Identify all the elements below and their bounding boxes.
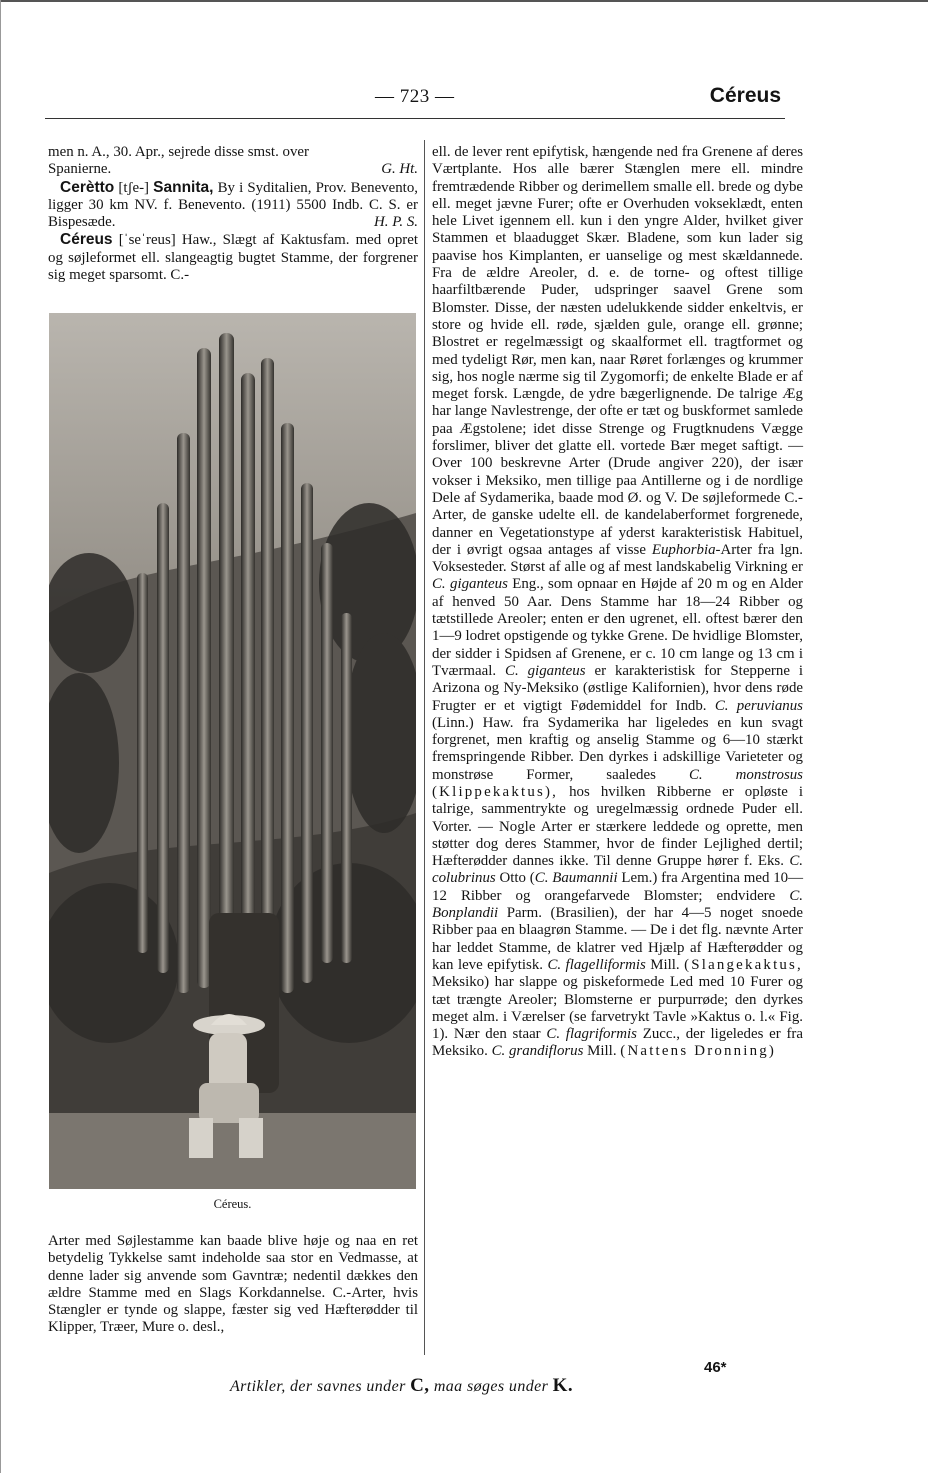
entry-cereus [48,231,418,284]
taxon-name: C. peruvianus [714,697,803,714]
footer-note [230,1375,573,1397]
entry-ceretto [48,179,418,232]
page-header [45,84,785,114]
column-rule [424,140,425,1355]
entry-text-cereus: Haw., Slægt af Kaktusfam. med opret og søjleformet ell. slangeagtig bugtet Stamme, der forgrener sig meget sparsomt. C.- [48,232,418,284]
text-run: ell. de lever rent epifytisk, hængende ned fra Grenene af deres Værtplante. Hos alle bærer Stænglen mere ell. mindre fremtrædende Ribber og derimellem smalle ell. brede og dybe ell. meget jævne Furer; ofte er Overhuden vokseklædt, enten hele Livet igennem ell. kun i den yngre Alder, hvilket giver Stammen et blaadugget Skær. Bladene, som kun lader sig paavise hos Kimplanten, er uanselige og mest skældannede. Fra de ældre Areoler, d. e. de torne- og oftest tillige haarfiltbærende Puder, udspringer saavel Grene som Blomster. Disse, der næsten udelukkende sidder enkeltvis, er store og hvide ell. røde, sjælden gule, orange ell. grønne; Blostret er regelmæssigt og skaalformet ell. tragtformet og med tydeligt Rør, men kan, naar Røret forlænges og krummer sig, hos nogle nærme sig til Zygomorfi; de enkelte Blade er af meget forsk. Længde, de ydre bægerlignende. De talrige Æg har lange Navlestrenge, der ofte er tæt og buskformet samlede paa Ægstolene; idet disse Strenge og Frugtknudens Vægge forslimer, bliver det glatte ell. vortede Bær meget saftigt. — Over 100 beskrevne Arter (Drude angiver 220), der især vokser i Meksiko, men tillige paa Antillerne og i de nordlige Dele af Sydamerika, baade mod Ø. og V. De søjleformede C.-Arter, de ganske udelte ell. de kandelaberformet forgrenede, danner en Vegetationstype af yderst karakteristisk Habituel, der i øvrigt ogsaa antages af visse [432,144,803,558]
text-run: (Linn.) Haw. fra Sydamerika har ligeledes en kun svagt forgrenet, men kraftig og anselig Stamme og 6—10 stærkt fremspringende Ribber. Den dyrkes i adskillige Varieteter og monstrøse Former, saaledes [432,714,803,783]
left-column-bottom [48,1233,418,1337]
taxon-name: C. giganteus [432,576,508,593]
sheet-signature: 46* [704,1359,727,1376]
taxon-name: C. giganteus [505,662,586,679]
taxon-name: Euphorbia [651,541,716,558]
cereus-photograph [49,313,416,1189]
text-run: hos hvilken Ribberne er opløste i talrige, sammentrykte og uregelmæssig ordnede Puder ell. Vorter. — Nogle Arter er stærkere leddede og oprette, men støtter dog deres Stammer, hvor de finder Lejlighed dertil; Hæfterødder dannes ikke. Til denne Gruppe hører f. Eks. [432,783,804,870]
taxon-name: C. flagriformis [546,1026,637,1043]
taxon-name: C. monstrosus [688,766,803,783]
page-number: — 723 — [375,86,455,107]
prev-entry-line1: men n. A., 30. Apr., sejrede disse smst. over [48,144,309,160]
page-top-edge [0,0,928,2]
left-column-top [48,144,418,284]
cereus-continued-right [432,144,803,1061]
footer-letter-c: C, [410,1375,430,1396]
header-rule [45,118,785,119]
pronunciation-ceretto: [tʃe-] [118,179,149,196]
taxon-name: C. flagelliformis [547,956,646,973]
text-run: Zucc., der ligeledes er fra Meksiko. [432,1026,803,1060]
footer-text-2: maa søges under [433,1378,549,1395]
common-name: (Slangekaktus, [684,956,803,973]
headword-sannita: Sannita, [153,178,214,196]
common-name: (Klippekaktus), [432,783,559,800]
footer-letter-k: K. [552,1375,573,1396]
text-run: Otto ( [499,870,535,887]
text-run: -Arter fra lgn. Voksesteder. Størst af alle og af mest landskabelig Virkning er [432,541,803,576]
headword-ceretto: Cerètto [60,178,115,196]
taxon-name: C. Baumannii [534,870,618,887]
footer-text-1: Artikler, der savnes under [230,1378,406,1395]
entry-text-ceretto: By i Syditalien, Prov. Benevento, ligger 30 km NV. f. Benevento. (1911) 5500 Indb. C. S. er Bispesæde. [48,179,418,231]
pronunciation-cereus: [ˈseˈreus] [118,232,176,249]
taxon-name: C. grandiflorus [491,1043,584,1060]
headword-cereus: Céreus [60,231,113,249]
right-column [432,144,803,1061]
text-run: Parm. (Brasilien), der har 4—5 noget snoede Ribber paa en blaagrøn Stamme. — De i det flg. nævnte Arter har leddet Stamme, de klatrer ved Hjælp af Hæfterødder og kan leve epifytisk. [432,905,803,973]
text-run: Mill. [650,956,680,973]
prev-entry-end [48,144,418,179]
text-run: Eng., som opnaar en Højde af 20 m og en Alder af henved 50 Aar. Dens Stamme har 18—24 Ribber og tætstillede Areoler; enten er den ugrenet, ell. oftest bærer den 1—9 lodret opstigende og tykke Grene. De hvidlige Blomster, der sidder i Spidsen af Grenene, er c. 10 cm lange og 13 cm i Tværmaal. [432,576,803,679]
page-left-edge [0,0,1,1473]
running-head: Céreus [709,84,781,107]
text-run: er karakteristisk for Stepperne i Arizona og Ny-Meksiko (østlige Kalifornien), hvor dens røde Frugter er et vigtigt Fødemiddel for Indb. [432,662,803,714]
signature-h-p-s: H. P. S. [374,214,418,231]
common-name: (Nattens Dronning) [620,1043,777,1060]
cereus-photo-drawing [49,313,416,1189]
taxon-name: C. Bonplandii [432,887,803,922]
cereus-continued-left: Arter med Søjlestamme kan baade blive høje og naa en ret betydelig Tykkelse samt indeholde saa stor en Vedmasse, at denne lader sig anvende som Gavntræ; nedentil dækkes den ældre Stamme med en Slags Korkdannelse. C.-Arter, hvis Stængler er tynde og slappe, fæster sig ved Hæfterødder til Klipper, Træer, Mure o. desl., [48,1233,418,1336]
prev-entry-line2: Spanierne. [48,161,112,178]
signature-g-ht: G. Ht. [381,161,418,178]
text-run: Mill. [587,1043,617,1060]
figure-caption: Céreus. [213,1197,252,1211]
text-run: Meksiko) har slappe og piskeformede Led med 10 Furer og tæt trængte Areoler; Blomsterne er purpurrøde; den dyrkes meget alm. i Værelser (se farvetrykt Tavle »Kaktus o. l.« Fig. 1). Nær den staar [432,974,803,1043]
text-run: Lem.) fra Argentina med 10—12 Ribber og orangefarvede Blomster; endvidere [432,870,803,904]
taxon-name: C. colubrinus [432,853,803,887]
